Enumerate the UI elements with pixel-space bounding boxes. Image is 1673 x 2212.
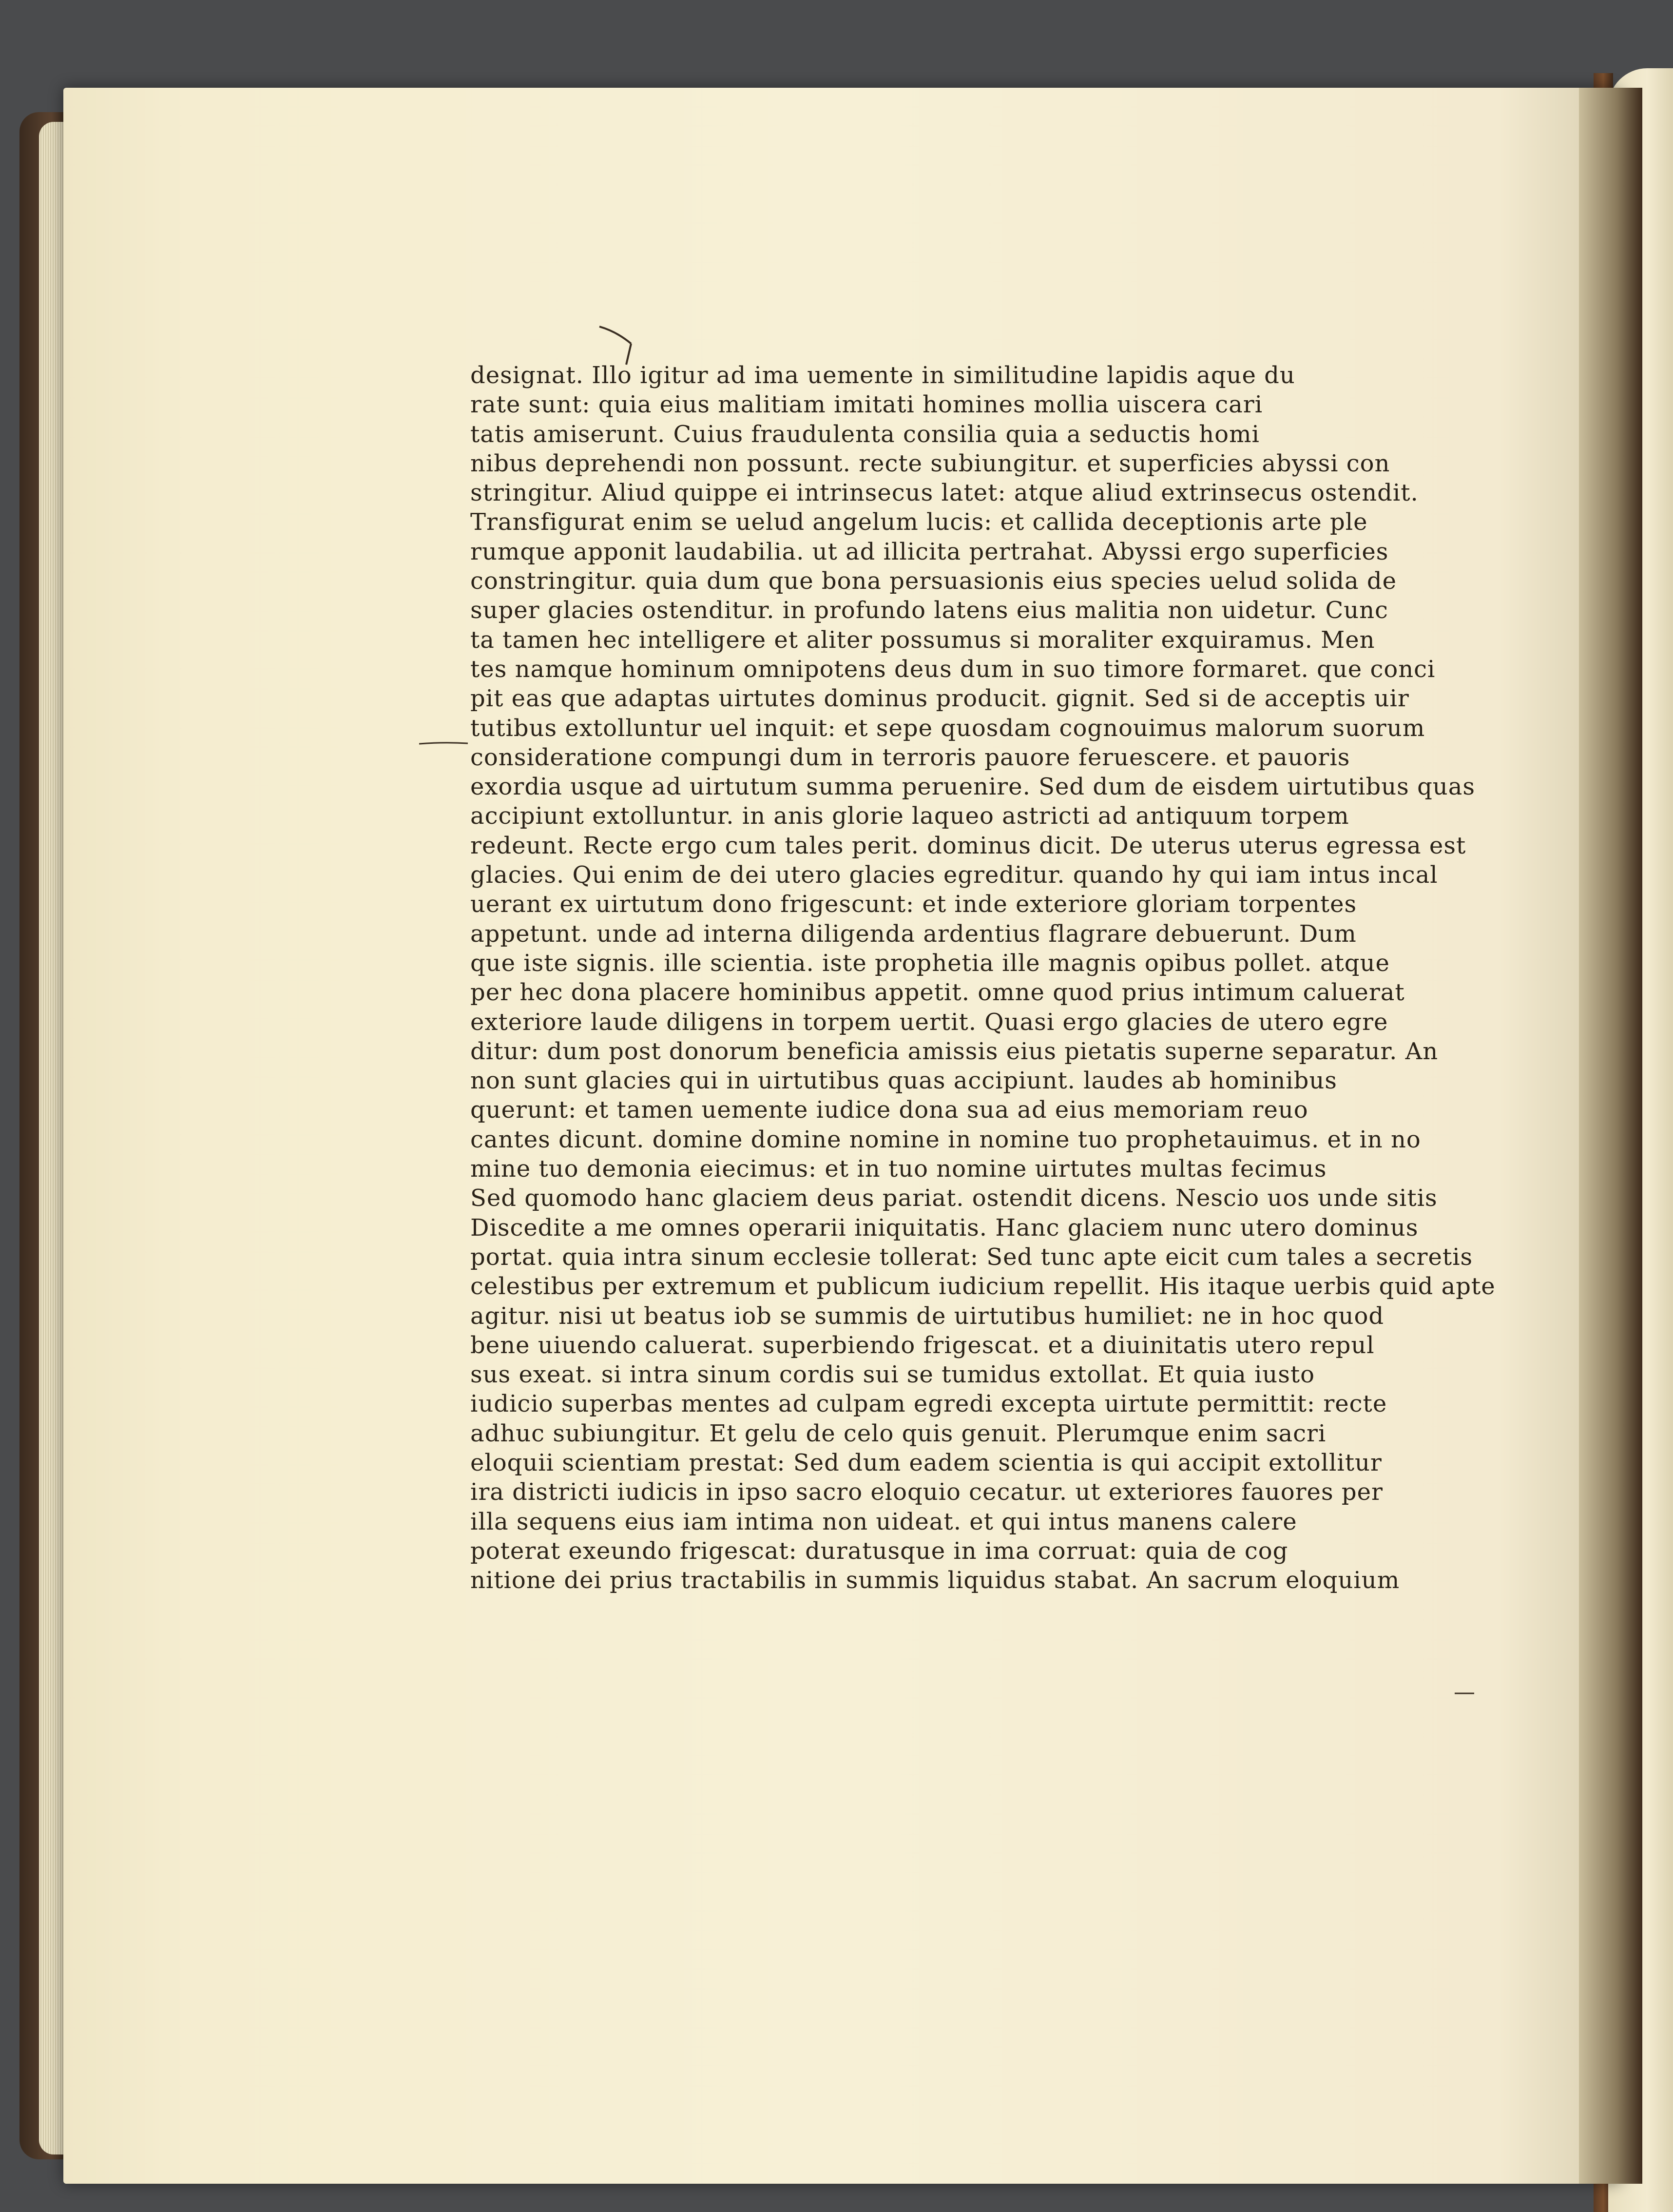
text-line: rumque apponit laudabilia. ut ad illicita pertrahat. Abyssi ergo superficies (470, 538, 1389, 565)
text-line: celestibus per extremum et publicum iudicium repellit. His itaque uerbis quid apte (470, 1273, 1496, 1300)
text-line: eloquii scientiam prestat: Sed dum eadem scientia is qui accipit extollitur (470, 1449, 1382, 1476)
page-gutter (1579, 88, 1642, 2184)
text-line: tes namque hominum omnipotens deus dum in suo timore formaret. que conci (470, 655, 1436, 683)
text-line: tutibus extolluntur uel inquit: et sepe quosdam cognouimus malorum suorum (470, 714, 1425, 742)
text-line: super glacies ostenditur. in profundo latens eius malitia non uidetur. Cunc (470, 597, 1388, 624)
text-line: nitione dei prius tractabilis in summis liquidus stabat. An sacrum eloquium (470, 1567, 1400, 1594)
text-line: Sed quomodo hanc glaciem deus pariat. ostendit dicens. Nescio uos unde sitis (470, 1184, 1438, 1212)
text-line: Discedite a me omnes operarii iniquitatis. Hanc glaciem nunc utero dominus (470, 1214, 1419, 1242)
text-line: designat. Illo igitur ad ima uemente in similitudine lapidis aque du (470, 362, 1295, 389)
text-line: consideratione compungi dum in terroris pauore feruescere. et pauoris (470, 743, 1350, 771)
text-line: agitur. nisi ut beatus iob se summis de uirtutibus humiliet: ne in hoc quod (470, 1302, 1385, 1330)
text-line: appetunt. unde ad interna diligenda ardentius flagrare debuerunt. Dum (470, 920, 1357, 948)
text-line: querunt: et tamen uemente iudice dona sua ad eius memoriam reuo (470, 1096, 1308, 1124)
text-line: ta tamen hec intelligere et aliter possumus si moraliter exquiramus. Men (470, 626, 1375, 654)
text-line: nibus deprehendi non possunt. recte subiungitur. et superficies abyssi con (470, 449, 1390, 477)
text-line: accipiunt extolluntur. in anis glorie laqueo astricti ad antiquum torpem (470, 802, 1349, 830)
text-line: cantes dicunt. domine domine nomine in nomine tuo prophetauimus. et in no (470, 1125, 1421, 1153)
margin-line-mark (419, 741, 468, 746)
text-line: Transfigurat enim se uelud angelum lucis: et callida deceptionis arte ple (470, 508, 1368, 536)
text-line: stringitur. Aliud quippe ei intrinsecus latet: atque aliud extrinsecus ostendit. (470, 479, 1419, 507)
text-line: glacies. Qui enim de dei utero glacies egreditur. quando hy qui iam intus incal (470, 861, 1438, 889)
manuscript-text-block (470, 361, 1496, 1595)
text-line: sus exeat. si intra sinum cordis sui se tumidus extollat. Et quia iusto (470, 1361, 1315, 1389)
text-line: exordia usque ad uirtutum summa peruenire. Sed dum de eisdem uirtutibus quas (470, 773, 1475, 801)
initial-flourish-icon (597, 322, 655, 366)
text-line: bene uiuendo caluerat. superbiendo frigescat. et a diuinitatis utero repul (470, 1331, 1375, 1359)
text-line: mine tuo demonia eiecimus: et in tuo nomine uirtutes multas fecimus (470, 1155, 1327, 1183)
text-line: exteriore laude diligens in torpem uertit. Quasi ergo glacies de utero egre (470, 1008, 1388, 1036)
text-line: redeunt. Recte ergo cum tales perit. dominus dicit. De uterus uterus egressa est (470, 832, 1466, 859)
text-line: ditur: dum post donorum beneficia amissis eius pietatis superne separatur. An (470, 1037, 1439, 1065)
text-line: rate sunt: quia eius malitiam imitati homines mollia uiscera cari (470, 391, 1263, 419)
text-line: portat. quia intra sinum ecclesie tollerat: Sed tunc apte eicit cum tales a secretis (470, 1243, 1473, 1271)
text-line: per hec dona placere hominibus appetit. omne quod prius intimum caluerat (470, 979, 1405, 1007)
margin-dash-mark (1455, 1691, 1474, 1695)
text-line: pit eas que adaptas uirtutes dominus producit. gignit. Sed si de acceptis uir (470, 685, 1409, 713)
text-line: non sunt glacies qui in uirtutibus quas accipiunt. laudes ab hominibus (470, 1067, 1337, 1095)
text-line: poterat exeundo frigescat: duratusque in ima corruat: quia de cog (470, 1537, 1288, 1565)
text-line: que iste signis. ille scientia. iste prophetia ille magnis opibus pollet. atque (470, 949, 1390, 977)
text-line: adhuc subiungitur. Et gelu de celo quis genuit. Plerumque enim sacri (470, 1419, 1327, 1447)
text-line: ira districti iudicis in ipso sacro eloquio cecatur. ut exteriores fauores per (470, 1478, 1383, 1506)
text-line: illa sequens eius iam intima non uideat. et qui intus manens calere (470, 1508, 1297, 1535)
text-line: iudicio superbas mentes ad culpam egredi excepta uirtute permittit: recte (470, 1390, 1387, 1418)
text-line: uerant ex uirtutum dono frigescunt: et inde exteriore gloriam torpentes (470, 891, 1357, 918)
text-line: constringitur. quia dum que bona persuasionis eius species uelud solida de (470, 567, 1397, 595)
text-line: tatis amiserunt. Cuius fraudulenta consilia quia a seductis homi (470, 420, 1260, 448)
